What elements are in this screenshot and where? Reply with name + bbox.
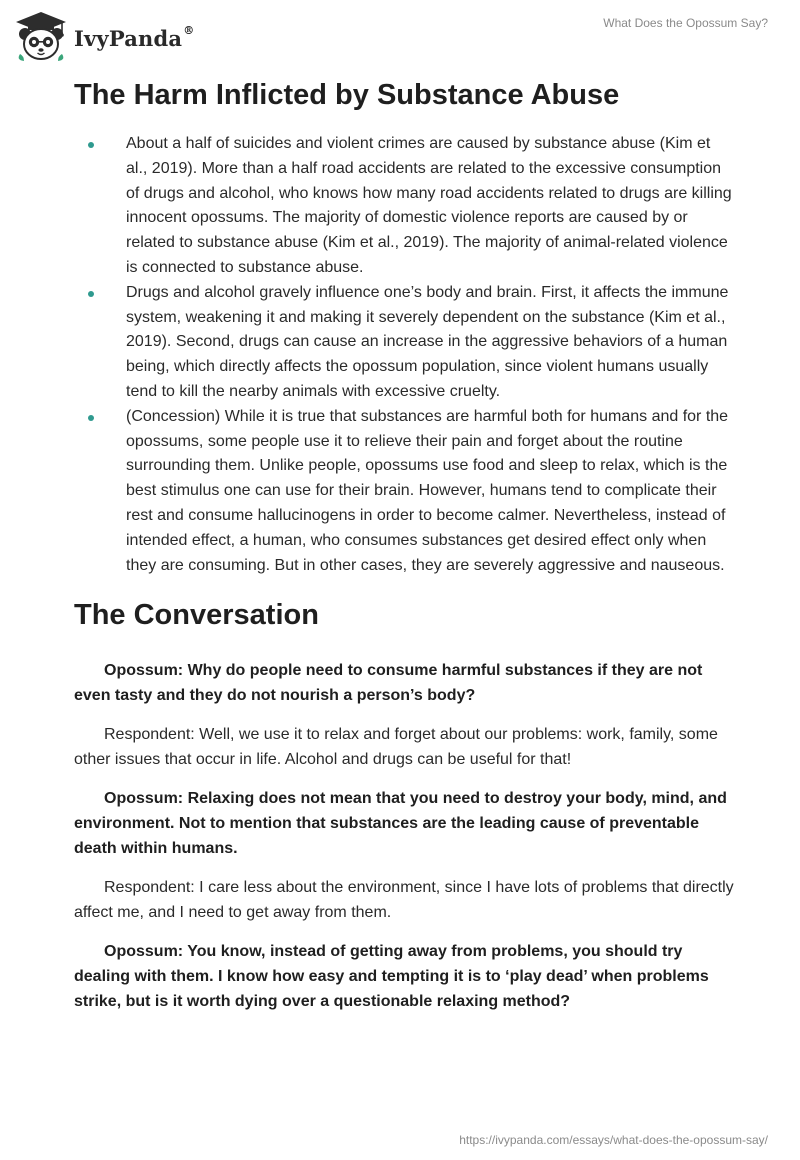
harm-bullet-list <box>74 132 734 578</box>
bullet-icon <box>88 142 94 148</box>
list-item <box>74 281 734 405</box>
document-title: What Does the Opossum Say? <box>603 16 768 30</box>
registered-mark: ® <box>183 23 195 37</box>
page-header <box>0 0 800 70</box>
list-item <box>74 405 734 579</box>
list-item-text: (Concession) While it is true that substances are harmful both for humans and for the opossums, some people use it to relieve their pain and forget about the routine surrounding them. Unlike people, opossums use food and sleep to relax, which is the best stimulus one can use for their brain. However, humans tend to complicate their rest and consume hallucinogens in order to become calmer. Nevertheless, instead of intended effect, a human, who consumes substances get desired effect only when they are consuming. But in other cases, they are severely aggressive and nauseous. <box>126 407 729 574</box>
essay-content <box>74 70 734 1028</box>
bullet-icon <box>88 291 94 297</box>
brand-text: IvyPanda <box>74 25 183 51</box>
ivypanda-logo[interactable] <box>14 10 194 62</box>
bullet-icon <box>88 415 94 421</box>
section-heading-conversation: The Conversation <box>74 599 319 632</box>
panda-graduate-icon <box>14 10 68 62</box>
respondent-line: Respondent: I care less about the environment, since I have lots of problems that directly affect me, and I need to get away from them. <box>74 879 734 922</box>
opossum-line: Opossum: Relaxing does not mean that you need to destroy your body, mind, and environment. Not to mention that substances are the leading cause of preventable death within humans. <box>74 790 727 858</box>
list-item <box>74 132 734 281</box>
source-url[interactable]: https://ivypanda.com/essays/what-does-the-opossum-say/ <box>459 1133 768 1147</box>
opossum-line: Opossum: Why do people need to consume harmful substances if they are not even tasty and they do not nourish a person’s body? <box>74 662 703 705</box>
opossum-line: Opossum: You know, instead of getting away from problems, you should try dealing with them. I know how easy and tempting it is to ‘play dead’ when problems strike, but is it worth dying over a questionable relaxing method? <box>74 943 709 1011</box>
list-item-text: About a half of suicides and violent crimes are caused by substance abuse (Kim et al., 2019). More than a half road accidents are related to the excessive consumption of drugs and alcohol, who knows how many road accidents related to drugs are killing innocent opossums. The majority of domestic violence reports are caused by or related to substance abuse (Kim et al., 2019). The majority of animal-related violence is connected to substance abuse. <box>126 135 732 276</box>
section-heading-harm: The Harm Inflicted by Substance Abuse <box>74 79 620 111</box>
respondent-line: Respondent: Well, we use it to relax and forget about our problems: work, family, some other issues that occur in life. Alcohol and drugs can be useful for that! <box>74 726 718 769</box>
list-item-text: Drugs and alcohol gravely influence one’s body and brain. First, it affects the immune system, weakening it and making it severely dependent on the substance (Kim et al., 2019). Second, drugs can cause an increase in the aggressive behaviors of a human being, which directly affects the opossum population, since violent humans usually tend to kill the nearby animals with excessive cruelty. <box>126 283 729 400</box>
brand-name <box>74 23 195 51</box>
